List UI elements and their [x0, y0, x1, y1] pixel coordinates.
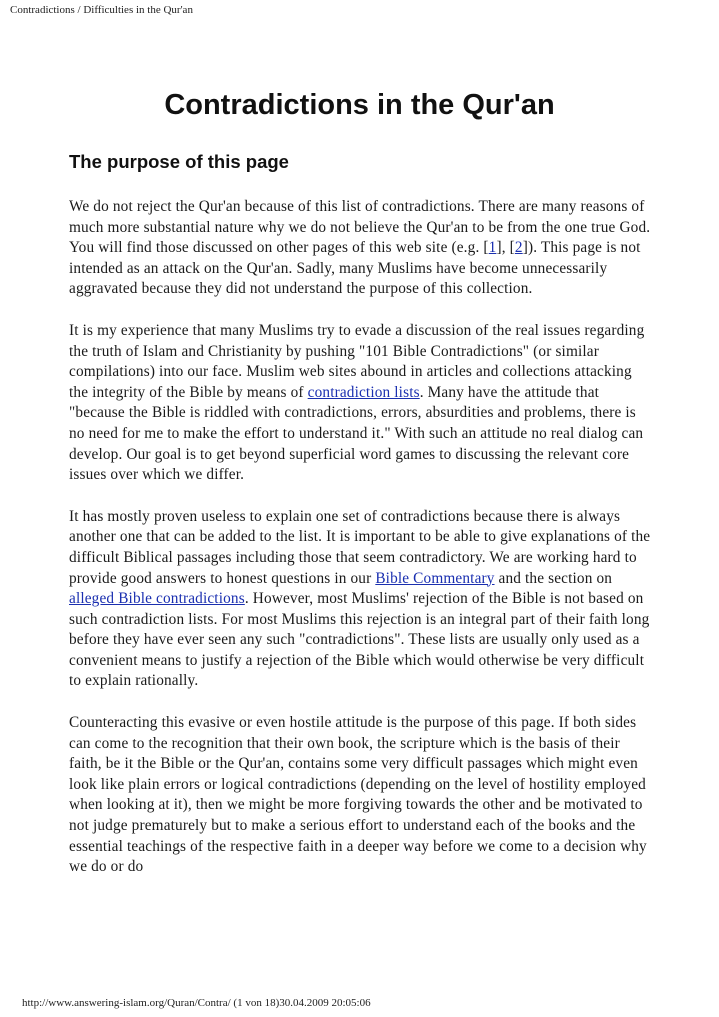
paragraph-text: and the section on: [494, 569, 613, 587]
paragraph-4: [69, 713, 654, 878]
article-body: [69, 197, 654, 899]
paragraph-text: It is my experience that many Muslims try to evade a discussion of the real issues regarding the truth of Islam and Christianity by pushing "101 Bible Contradictions" (or similar compilations) into our face. Muslim web sites abound in articles and collections attacking the integrity of the Bible by means of: [69, 321, 645, 401]
print-header: Contradictions / Difficulties in the Qur'an: [10, 4, 193, 16]
paragraph-3: [69, 507, 654, 692]
reference-link-2[interactable]: 2: [514, 239, 523, 257]
paragraph-1: [69, 197, 654, 300]
section-heading: The purpose of this page: [69, 151, 289, 172]
paragraph-text: It has mostly proven useless to explain one set of contradictions because there is always another one that can be added to the list. It is important to be able to give explanations of the difficult Biblical passages including those that seem contradictory. We are working hard to provide good answers to honest questions in our: [69, 507, 651, 587]
contradiction-lists-link[interactable]: contradiction lists: [307, 383, 420, 401]
print-footer-url: http://www.answering-islam.org/Quran/Contra/ (1 von 18)30.04.2009 20:05:06: [22, 997, 371, 1009]
reference-link-1[interactable]: 1: [488, 239, 497, 257]
page-title: Contradictions in the Qur'an: [164, 89, 555, 121]
alleged-bible-contradictions-link[interactable]: alleged Bible contradictions: [69, 590, 245, 608]
paragraph-text: Counteracting this evasive or even hostile attitude is the purpose of this page. If both sides can come to the recognition that their own book, the scripture which is the basis of their faith, be it the Bible or the Qur'an, contains some very difficult passages which might even look like plain errors or logical contradictions (depending on the level of hostility employed when looking at it), then we might be more forgiving towards the other and be motivated to not judge prematurely but to make a serious effort to understand each of the books and the essential teachings of the respective faith in a deeper way before we come to a decision why we do or do: [69, 714, 647, 876]
paragraph-text: We do not reject the Qur'an because of this list of contradictions. There are many reasons of much more substantial nature why we do not believe the Qur'an to be from the one true God. You will find those discussed on other pages of this web site (e.g. [: [69, 198, 651, 257]
paragraph-text: ], [: [496, 239, 515, 257]
paragraph-text: . Many have the attitude that "because the Bible is riddled with contradictions, errors, absurdities and problems, there is no need for me to make the effort to understand it." With such an attitude no real dialog can develop. Our goal is to get beyond superficial word games to discussing the relevant core issues over which we differ.: [69, 383, 644, 484]
paragraph-text: . However, most Muslims' rejection of the Bible is not based on such contradiction lists. For most Muslims this rejection is an integral part of their faith long before they have ever seen any such "contradictions". These lists are usually only used as a convenient means to justify a rejection of the Bible which would otherwise be very difficult to explain rationally.: [69, 590, 650, 690]
paragraph-2: [69, 321, 654, 486]
bible-commentary-link[interactable]: Bible Commentary: [375, 569, 495, 587]
paragraph-text: ]). This page is not intended as an attack on the Qur'an. Sadly, many Muslims have become unnecessarily aggravated because they did not understand the purpose of this collection.: [69, 239, 641, 298]
